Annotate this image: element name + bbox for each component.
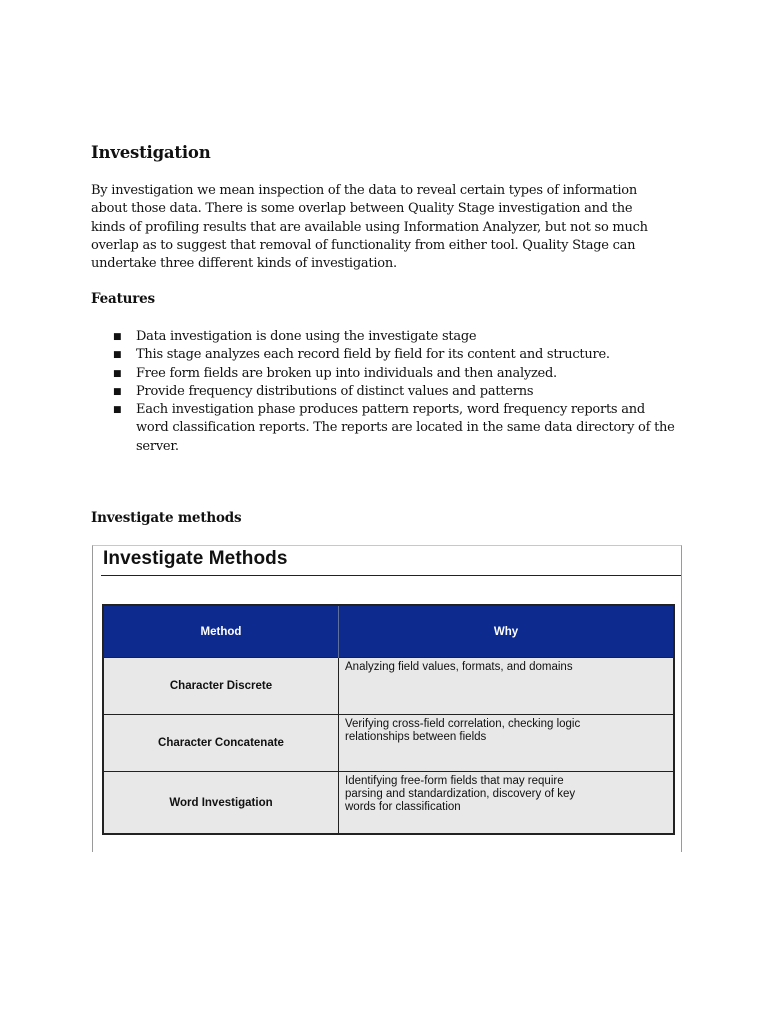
feature-list	[91, 328, 691, 456]
intro-line: overlap as to suggest that removal of functionality from either tool. Quality Stage can	[91, 237, 636, 253]
bullet-icon: ■	[113, 350, 122, 361]
features-heading: Features	[91, 291, 155, 307]
why-line: Verifying cross-field correlation, checking logic	[345, 718, 581, 730]
page-title: Investigation	[91, 143, 211, 162]
bullet-icon: ■	[113, 332, 122, 342]
list-item	[91, 365, 691, 383]
table-row	[103, 772, 674, 835]
table-row	[103, 715, 674, 772]
list-item	[91, 383, 691, 401]
intro-line: kinds of profiling results that are available using Information Analyzer, but not so much	[91, 219, 648, 235]
why-cell	[339, 772, 675, 835]
column-header-method: Method	[103, 605, 339, 658]
list-item-text: Provide frequency distributions of distinct values and patterns	[136, 383, 534, 399]
intro-paragraph	[91, 182, 691, 273]
method-cell: Word Investigation	[103, 772, 339, 835]
list-item-text: server.	[136, 438, 179, 454]
table-row	[103, 658, 674, 715]
list-item-text: Free form fields are broken up into individuals and then analyzed.	[136, 365, 557, 381]
intro-line: undertake three different kinds of investigation.	[91, 256, 397, 272]
list-item	[91, 346, 691, 364]
list-item	[91, 328, 691, 346]
list-item-text: This stage analyzes each record field by field for its content and structure.	[136, 347, 610, 363]
list-item	[91, 401, 691, 456]
why-line: Analyzing field values, formats, and domains	[345, 661, 573, 673]
intro-line: about those data. There is some overlap between Quality Stage investigation and the	[91, 201, 633, 217]
bullet-icon: ■	[113, 405, 122, 416]
why-line: words for classification	[345, 801, 461, 813]
investigate-methods-figure	[92, 545, 682, 852]
why-line: relationships between fields	[345, 731, 487, 743]
column-header-why: Why	[339, 605, 675, 658]
list-item-text: word classification reports. The reports are located in the same data directory of the	[136, 420, 675, 436]
method-cell: Character Concatenate	[103, 715, 339, 772]
figure-title: Investigate Methods	[103, 548, 288, 569]
why-cell	[339, 715, 675, 772]
methods-heading: Investigate methods	[91, 510, 242, 526]
method-cell: Character Discrete	[103, 658, 339, 715]
why-line: Identifying free-form fields that may require	[345, 775, 564, 787]
list-item-text: Data investigation is done using the investigate stage	[136, 329, 477, 344]
figure-divider	[101, 575, 681, 576]
why-cell	[339, 658, 675, 715]
bullet-icon: ■	[113, 386, 122, 397]
table-header-row	[103, 605, 674, 658]
list-item-text: Each investigation phase produces pattern reports, word frequency reports and	[136, 402, 645, 418]
intro-line: By investigation we mean inspection of the data to reveal certain types of information	[91, 183, 637, 198]
bullet-icon: ■	[113, 368, 122, 379]
methods-table	[102, 604, 675, 835]
why-line: parsing and standardization, discovery of key	[345, 788, 576, 800]
